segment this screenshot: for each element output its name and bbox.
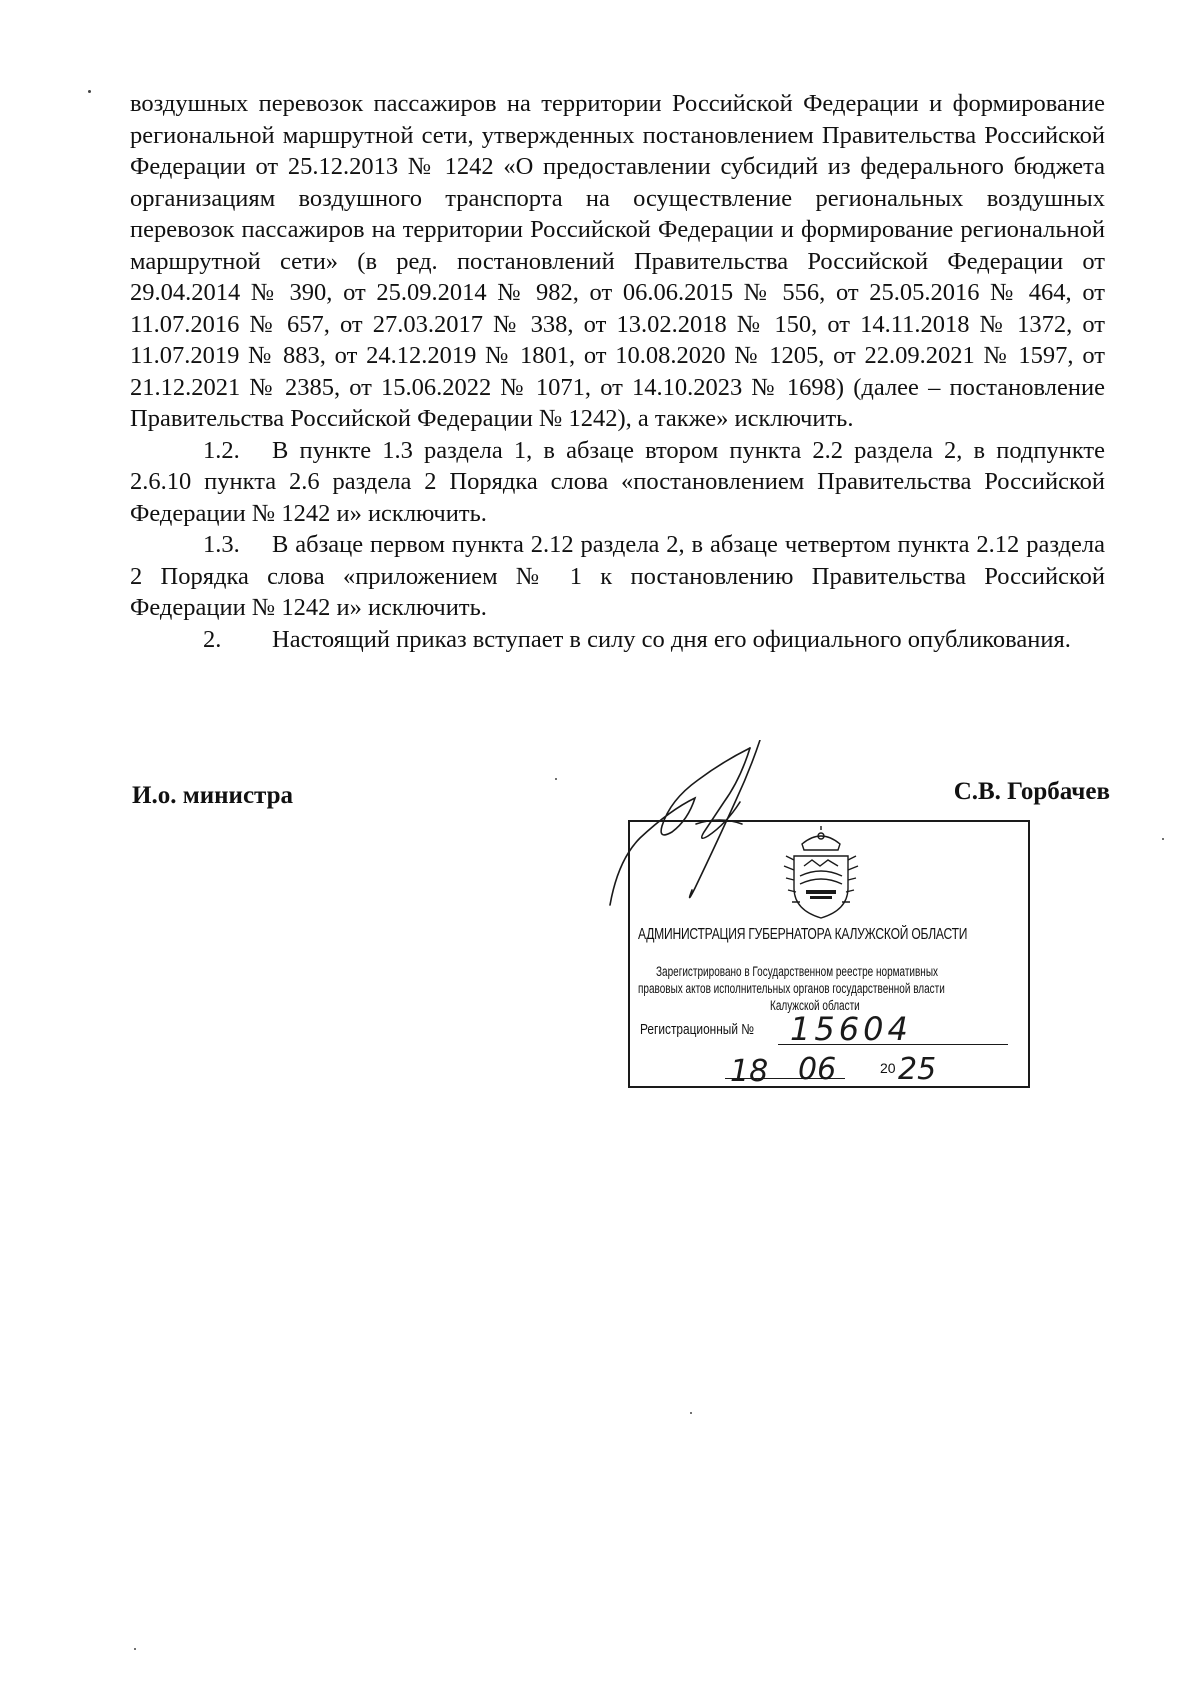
item-text: В пункте 1.3 раздела 1, в абзаце втором пункта 2.2 раздела 2, в подпункте 2.6.10 пункта 2.6 раздела 2 Порядка слова «постановлением Правительства Российской Федерации № 1242 и» исключить. <box>130 436 1105 527</box>
stamp-date-month: 06 <box>798 1052 837 1087</box>
item-text: Настоящий приказ вступает в силу со дня его официального опубликования. <box>272 625 1071 653</box>
item-number: 2. <box>203 625 222 653</box>
scan-speck <box>690 1412 692 1414</box>
stamp-year-suffix: 25 <box>898 1052 937 1087</box>
stamp-year-prefix: 20 <box>880 1060 896 1076</box>
handwritten-signature <box>600 740 840 910</box>
stamp-text-line: правовых актов исполнительных органов государственной власти <box>638 981 945 996</box>
stamp-registration-label: Регистрационный № <box>640 1022 755 1038</box>
list-item-1-3 <box>130 529 1105 624</box>
document-body <box>130 88 1105 655</box>
scan-speck <box>555 778 557 780</box>
signatory-title: И.о. министра <box>132 782 294 809</box>
scan-speck <box>1162 838 1164 840</box>
item-number: 1.3. <box>203 531 240 558</box>
item-text: В абзаце первом пункта 2.12 раздела 2, в абзаце четвертом пункта 2.12 раздела 2 Порядка слова «приложением № 1 к постановлению Правительства Российской Федерации № 1242 и» исключить. <box>130 531 1105 621</box>
stamp-text-line: Калужской области <box>770 998 860 1013</box>
stamp-organization: АДМИНИСТРАЦИЯ ГУБЕРНАТОРА КАЛУЖСКОЙ ОБЛАСТИ <box>638 926 968 943</box>
list-item-1-2 <box>130 435 1105 530</box>
scan-speck <box>134 1648 136 1650</box>
item-number: 1.2. <box>203 436 240 464</box>
stamp-text-line: Зарегистрировано в Государственном реестре нормативных <box>656 964 938 979</box>
signatory-name: С.В. Горбачев <box>953 778 1110 805</box>
stamp-date-day: 18 <box>730 1054 769 1089</box>
stamp-registration-number: 15604 <box>790 1010 912 1048</box>
scan-speck <box>88 90 91 93</box>
paragraph-continuation: воздушных перевозок пассажиров на территории Российской Федерации и формирование региональной маршрутной сети, утвержденных постановлением Правительства Российской Федерации от 25.12.2013 № 1242 «О предоставлении субсидий из федерального бюджета организациям воздушного транспорта на осуществление региональных воздушных перевозок пассажиров на территории Российской Федерации и формирование региональной маршрутной сети» (в ред. постановлений Правительства Российской Федерации от 29.04.2014 № 390, от 25.09.2014 № 982, от 06.06.2015 № 556, от 25.05.2016 № 464, от 11.07.2016 № 657, от 27.03.2017 № 338, от 13.02.2018 № 150, от 14.11.2018 № 1372, от 11.07.2019 № 883, от 24.12.2019 № 1801, от 10.08.2020 № 1205, от 22.09.2021 № 1597, от 21.12.2021 № 2385, от 15.06.2022 № 1071, от 14.10.2023 № 1698) (далее – постановление Правительства Российской Федерации № 1242), а также» исключить. <box>130 90 1105 432</box>
list-item-2 <box>130 624 1105 656</box>
